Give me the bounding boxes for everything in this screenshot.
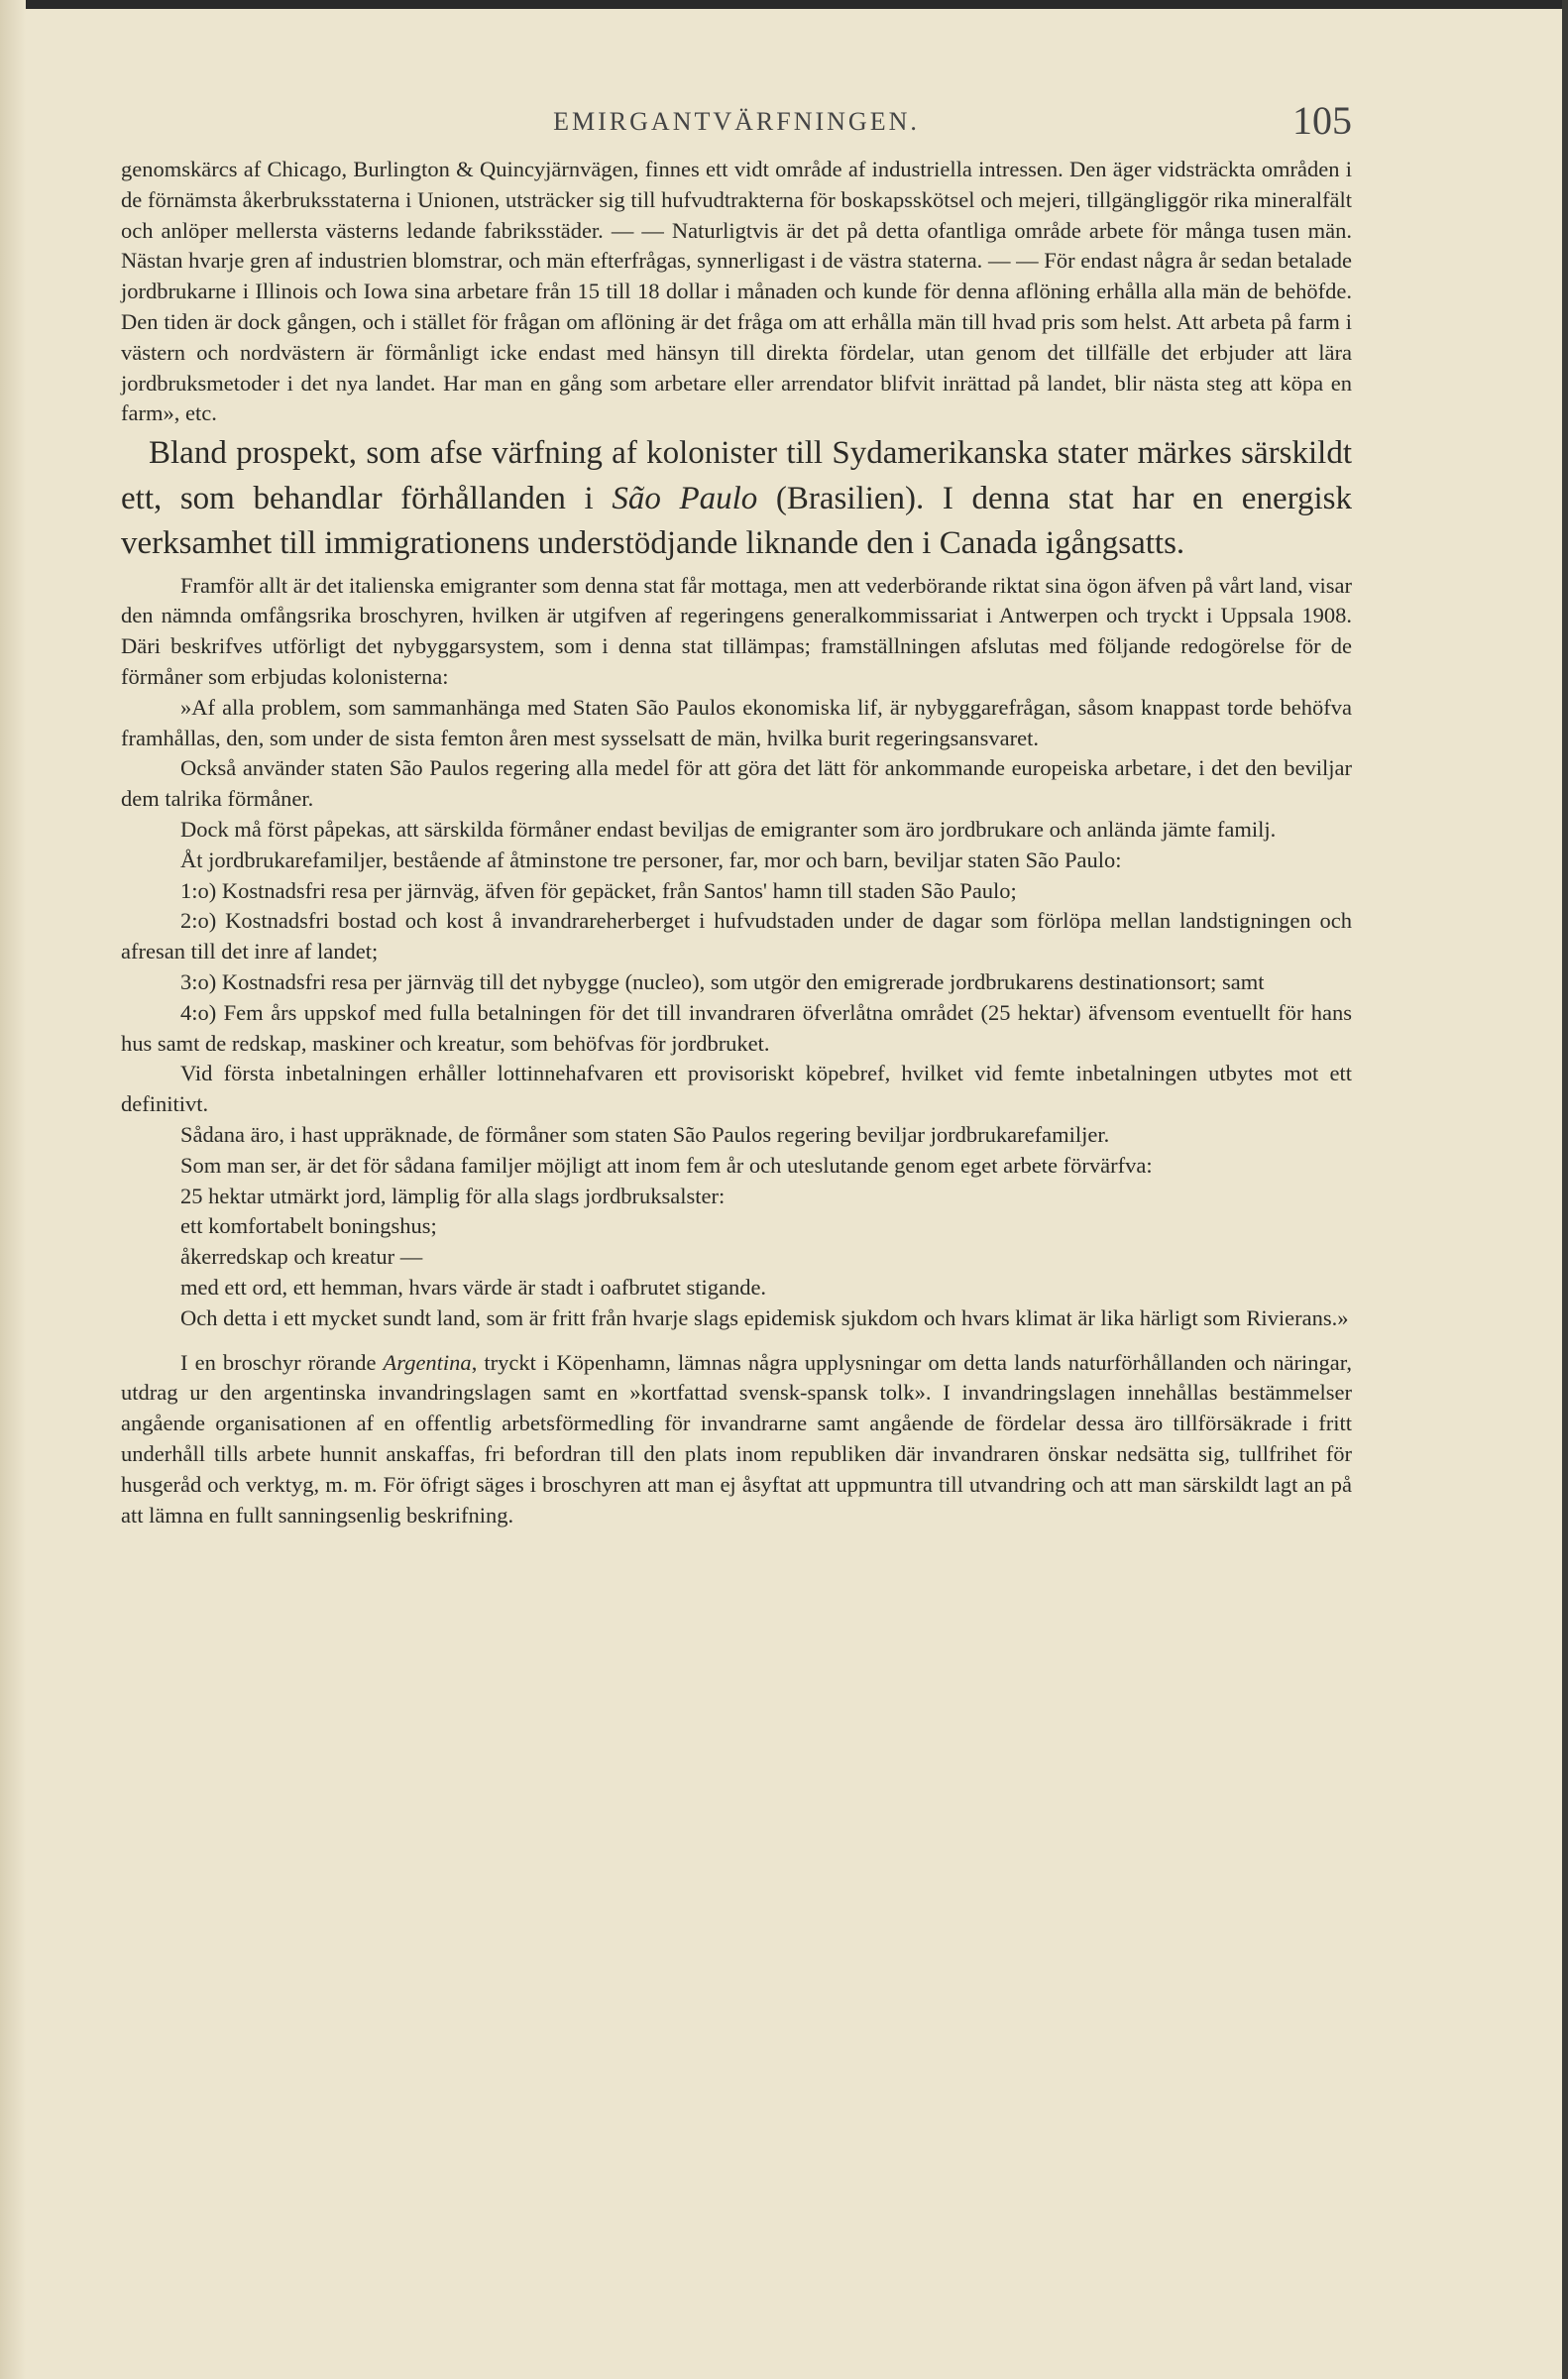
list-item-1: 1:o) Kostnadsfri resa per järnväg, äfven för gepäcket, från Santos' hamn till staden São Paulo;: [180, 877, 1017, 903]
scan-right-border: [1562, 0, 1568, 2379]
sao-paulo-italic: São Paulo: [612, 480, 758, 516]
sao-paulo-intro-start: Bland prospekt, som afse värfning af kolonister till Sydamerikanska stater märkes särskildt ett, som behandlar förhållanden i: [121, 435, 1352, 516]
paragraph-summary: Sådana äro, i hast uppräknade, de förmåner som staten São Paulos regering beviljar jordbrukarefamiljer.: [180, 1122, 1110, 1148]
list-item-2: 2:o) Kostnadsfri bostad och kost å invandrareherberget i hufvudstaden under de dagar som förlöpa mellan landstigningen och afresan till det inre af landet;: [121, 908, 1352, 964]
argentina-start: I en broschyr rörande: [180, 1349, 384, 1375]
page-body: [121, 155, 1352, 1530]
book-page: [121, 95, 1352, 1530]
paragraph-argentina: [121, 1348, 1352, 1531]
page-gutter-shadow: [0, 0, 26, 2379]
list-item-4: 4:o) Fem års uppskof med fulla betalningen för det till invandraren öfverlåtna området (25 hektar) äfvensom eventuellt för hans hus samt de redskap, maskiner och kreatur, som behöfvas för jordbruket.: [121, 999, 1352, 1056]
paragraph-italian-emigrants: Framför allt är det italienska emigranter som denna stat får mottaga, men att vederbörande riktat sina ögon äfven på vårt land, visar den nämnda omfångsrika broschyren, hvilken är utgifven af regeringens generalkommissariat i Antwerpen och tryckt i Uppsala 1908. Däri beskrifves utförligt det nybyggarsystem, som i denna stat tillämpas; framställningen afslutas med följande redogörelse för de förmåner som erbjudas kolonisterna:: [121, 572, 1352, 690]
line-tools: åkerredskap och kreatur —: [180, 1244, 423, 1270]
list-item-3: 3:o) Kostnadsfri resa per järnväg till det nybygge (nucleo), som utgör den emigrerade jordbrukarens destinationsort; samt: [180, 969, 1265, 995]
running-title: EMIRGANTVÄRFNINGEN.: [553, 107, 920, 136]
paragraph-special-benefits: Dock må först påpekas, att särskilda förmåner endast beviljas de emigranter som äro jordbrukare och anlända jämte familj.: [180, 817, 1277, 843]
paragraph-five-years: Som man ser, är det för sådana familjer möjligt att inom fem år och uteslutande genom eget arbete förvärfva:: [180, 1152, 1153, 1178]
paragraph-sao-paulo-intro: [121, 431, 1352, 567]
page-header: [121, 95, 1352, 155]
argentina-italic: Argentina: [383, 1349, 472, 1375]
paragraph-problems: »Af alla problem, som sammanhänga med Staten São Paulos ekonomiska lif, är nybyggarefrågan, såsom knappast torde behöfva framhållas, den, som under de sista femton åren mest sysselsatt de män, hvilka burit regeringsansvaret.: [121, 694, 1352, 750]
sao-paulo-intro-end: (Brasilien). I denna stat har en energisk verksamhet till immigrationens understödjande liknande den i Canada igångsatts.: [121, 480, 1352, 562]
paragraph-families: Åt jordbrukarefamiljer, bestående af åtminstone tre personer, far, mor och barn, beviljar staten São Paulo:: [180, 847, 1122, 872]
scan-top-border: [0, 0, 1568, 9]
paragraph-first-payment: Vid första inbetalningen erhåller lottinnehafvaren ett provisoriskt köpebref, hvilket vid femte inbetalningen utbytes mot ett definitivt.: [121, 1061, 1352, 1117]
argentina-end: , tryckt i Köpenhamn, lämnas några upplysningar om detta lands naturförhållanden och näringar, utdrag ur den argentinska invandringslagen samt en »kortfattad svensk-spansk tolk». I invandringslagen innehållas bestämmelser angående organisationen af en offentlig arbetsförmedling för invandrarne samt angående de fördelar dessa äro tillförsäkrade i fritt underhåll tills arbete hunnit anskaffas, fri befordran till den plats inom republiken där invandraren önskar nedsätta sig, tullfrihet för husgeråd och verktyg, m. m. För öfrigt säges i broschyren att man ej åsyftat att uppmuntra till utvandring och att man särskildt lagt an på att lämna en fullt sanningsenlig beskrifning.: [121, 1349, 1352, 1528]
page-number: 105: [1292, 98, 1352, 143]
line-hectares: 25 hektar utmärkt jord, lämplig för alla slags jordbruksalster:: [180, 1183, 726, 1208]
paragraph-chicago-railway: genomskärcs af Chicago, Burlington & Quincyjärnvägen, finnes ett vidt område af industriella intressen. Den äger vidsträckta områden i de förnämsta åkerbruksstaterna i Unionen, utsträcker sig till hufvudtrakterna för boskapsskötsel och mejeri, tillgängliggör rika mineralfält och anlöper mellersta västerns ledande fabriksstäder. — — Naturligtvis är det på detta ofantliga område arbete för många tusen män. Nästan hvarje gren af industrien blomstrar, och män efterfrågas, synnerligast i de västra staterna. — — För endast några år sedan betalade jordbrukarne i Illinois och Iowa sina arbetare från 15 till 18 dollar i månaden och kunde för denna aflöning erhålla alla män de behöfde. Den tiden är dock gången, och i stället för frågan om aflöning är det fråga om att erhålla män till hvad pris som helst. Att arbeta på farm i västern och nordvästern är förmånligt icke endast med hänsyn till direkta fördelar, utan genom det tillfälle det erbjuder att lära jordbruksmetoder i det nya landet. Har man en gång som arbetare eller arrendator blifvit inrättad på landet, blir nästa steg att köpa en farm», etc.: [121, 157, 1352, 426]
line-house: ett komfortabelt boningshus;: [180, 1213, 437, 1239]
paragraph-healthy-land: Och detta i ett mycket sundt land, som är fritt från hvarje slags epidemisk sjukdom och hvars klimat är lika härligt som Rivierans.»: [180, 1304, 1349, 1330]
line-homestead: med ett ord, ett hemman, hvars värde är stadt i oafbrutet stigande.: [180, 1275, 767, 1300]
paragraph-government-measures: Också använder staten São Paulos regering alla medel för att göra det lätt för ankommande europeiska arbetare, i det den beviljar dem talrika förmåner.: [121, 755, 1352, 812]
